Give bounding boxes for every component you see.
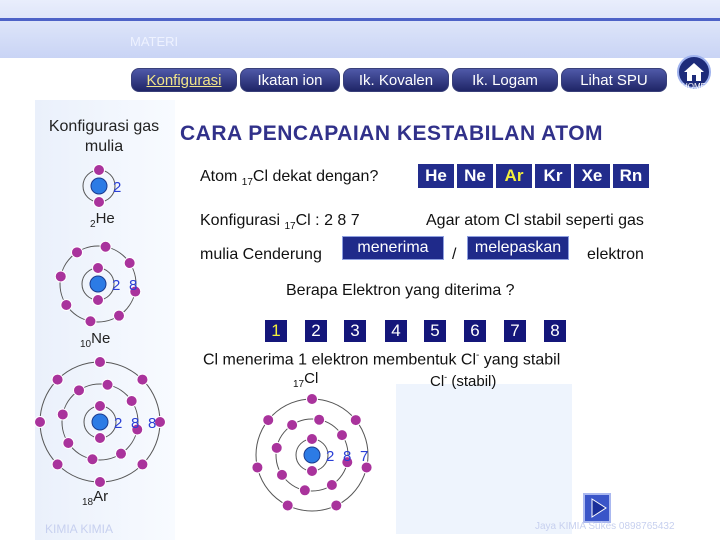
gas-button-he[interactable]: He bbox=[418, 164, 454, 188]
cl-atom-electron bbox=[252, 462, 263, 473]
sidebar-faint-text: KIMIA KIMIA bbox=[45, 522, 114, 536]
nav-ikatan-logam[interactable]: Ik. Logam bbox=[452, 68, 558, 92]
cl-atom-electron bbox=[271, 442, 282, 453]
nav-konfigurasi[interactable]: Konfigurasi bbox=[131, 68, 237, 92]
ne-electron bbox=[55, 271, 66, 282]
ne-electron bbox=[93, 295, 104, 306]
cl-atom-electron bbox=[299, 485, 310, 496]
choice-separator: / bbox=[452, 246, 457, 263]
gas-button-ne[interactable]: Ne bbox=[457, 164, 493, 188]
cl-atom-electron bbox=[276, 469, 287, 480]
sidebar-title: Konfigurasi gas mulia bbox=[48, 118, 160, 155]
ne-electron bbox=[61, 299, 72, 310]
ar-electron bbox=[74, 385, 85, 396]
ar-electron bbox=[102, 379, 113, 390]
cl-atom-electron bbox=[287, 419, 298, 430]
ar-electron bbox=[115, 448, 126, 459]
he-nucleus bbox=[91, 178, 107, 194]
he-electron bbox=[94, 197, 105, 208]
ne-electron bbox=[113, 310, 124, 321]
number-button-4[interactable]: 4 bbox=[385, 320, 407, 342]
cl-atom-electron bbox=[307, 434, 318, 445]
cl-atom-electron bbox=[326, 480, 337, 491]
cl-atom-electron bbox=[350, 415, 361, 426]
ar-electron bbox=[63, 437, 74, 448]
ar-shell-count: 8 bbox=[148, 415, 157, 432]
number-button-8[interactable]: 8 bbox=[544, 320, 566, 342]
nav-lihat-spu[interactable]: Lihat SPU bbox=[561, 68, 667, 92]
tendency-text: mulia Cenderung bbox=[200, 246, 322, 263]
number-button-7[interactable]: 7 bbox=[504, 320, 526, 342]
number-button-3[interactable]: 3 bbox=[344, 320, 366, 342]
ne-shell-count: 2 bbox=[112, 277, 121, 294]
choice-melepaskan-button[interactable]: melepaskan bbox=[467, 236, 569, 260]
ne-electron bbox=[85, 316, 96, 327]
home-label: HOME bbox=[682, 82, 706, 91]
atom-he-label: $_2$He bbox=[90, 210, 115, 230]
number-button-6[interactable]: 6 bbox=[464, 320, 486, 342]
number-button-1[interactable]: 1 bbox=[265, 320, 287, 342]
ar-electron bbox=[137, 459, 148, 470]
next-button[interactable] bbox=[583, 493, 611, 523]
cl-atom-electron bbox=[337, 430, 348, 441]
atom-ne-label: $_{10}$Ne bbox=[80, 330, 111, 350]
gas-button-rn[interactable]: Rn bbox=[613, 164, 649, 188]
cl-atom-shell-count: 8 bbox=[343, 448, 352, 465]
cl-atom-label: $_{17}$Cl bbox=[293, 370, 319, 390]
ar-shell-count: 8 bbox=[131, 415, 140, 432]
conclusion-text: Cl menerima 1 elektron membentuk Cl- yang stabil bbox=[203, 350, 561, 369]
ar-electron bbox=[52, 459, 63, 470]
ne-electron bbox=[124, 258, 135, 269]
cl-atom-shell-count: 7 bbox=[360, 448, 369, 465]
question-nearest-gas: Atom $_{17}$Cl dekat dengan? bbox=[200, 168, 379, 189]
play-icon bbox=[586, 495, 610, 521]
gas-button-kr[interactable]: Kr bbox=[535, 164, 571, 188]
number-button-5[interactable]: 5 bbox=[424, 320, 446, 342]
ar-electron bbox=[126, 396, 137, 407]
ne-electron bbox=[93, 263, 104, 274]
cl-atom-electron bbox=[314, 414, 325, 425]
cl-configuration: Konfigurasi $_{17}$Cl : 2 8 7 bbox=[200, 212, 360, 233]
atom-ar-label: $_{18}$Ar bbox=[82, 488, 109, 508]
cl-atom-electron bbox=[282, 500, 293, 511]
gas-button-ar[interactable]: Ar bbox=[496, 164, 532, 188]
cl-atom-shell-count: 2 bbox=[326, 448, 335, 465]
page-heading: CARA PENCAPAIAN KESTABILAN ATOM bbox=[180, 122, 604, 145]
stable-text: Agar atom Cl stabil seperti gas bbox=[426, 212, 644, 229]
header-faint-text: MATERI bbox=[130, 34, 179, 49]
number-button-2[interactable]: 2 bbox=[305, 320, 327, 342]
cl-atom-electron bbox=[263, 415, 274, 426]
ar-nucleus bbox=[92, 414, 108, 430]
ar-electron bbox=[95, 433, 106, 444]
ar-electron bbox=[87, 454, 98, 465]
electron-word: elektron bbox=[587, 246, 644, 263]
ar-electron bbox=[95, 357, 106, 368]
ar-electron bbox=[57, 409, 68, 420]
footer-faint-text: Jaya KIMIA Sukes 0898765432 bbox=[535, 521, 675, 532]
he-shell-count: 2 bbox=[113, 179, 122, 196]
ar-electron bbox=[95, 401, 106, 412]
ne-electron bbox=[100, 241, 111, 252]
ar-shell-count: 2 bbox=[114, 415, 123, 432]
cl-atom-electron bbox=[307, 466, 318, 477]
choice-menerima-button[interactable]: menerima bbox=[342, 236, 444, 260]
cl-atom-electron bbox=[307, 394, 318, 405]
ne-electron bbox=[72, 247, 83, 258]
question-electron-count: Berapa Elektron yang diterima ? bbox=[286, 282, 515, 299]
ar-electron bbox=[137, 374, 148, 385]
ar-electron bbox=[35, 417, 46, 428]
ne-shell-count: 8 bbox=[129, 277, 138, 294]
cl-atom-electron bbox=[331, 500, 342, 511]
gas-button-xe[interactable]: Xe bbox=[574, 164, 610, 188]
nav-ikatan-kovalen[interactable]: Ik. Kovalen bbox=[343, 68, 449, 92]
nav-ikatan-ion[interactable]: Ikatan ion bbox=[240, 68, 340, 92]
cl-ion-panel bbox=[396, 384, 572, 534]
cl-ion-label: Cl- (stabil) bbox=[430, 372, 497, 390]
ar-electron bbox=[95, 477, 106, 488]
he-electron bbox=[94, 165, 105, 176]
ne-nucleus bbox=[90, 276, 106, 292]
ar-electron bbox=[52, 374, 63, 385]
cl-atom-nucleus bbox=[304, 447, 320, 463]
